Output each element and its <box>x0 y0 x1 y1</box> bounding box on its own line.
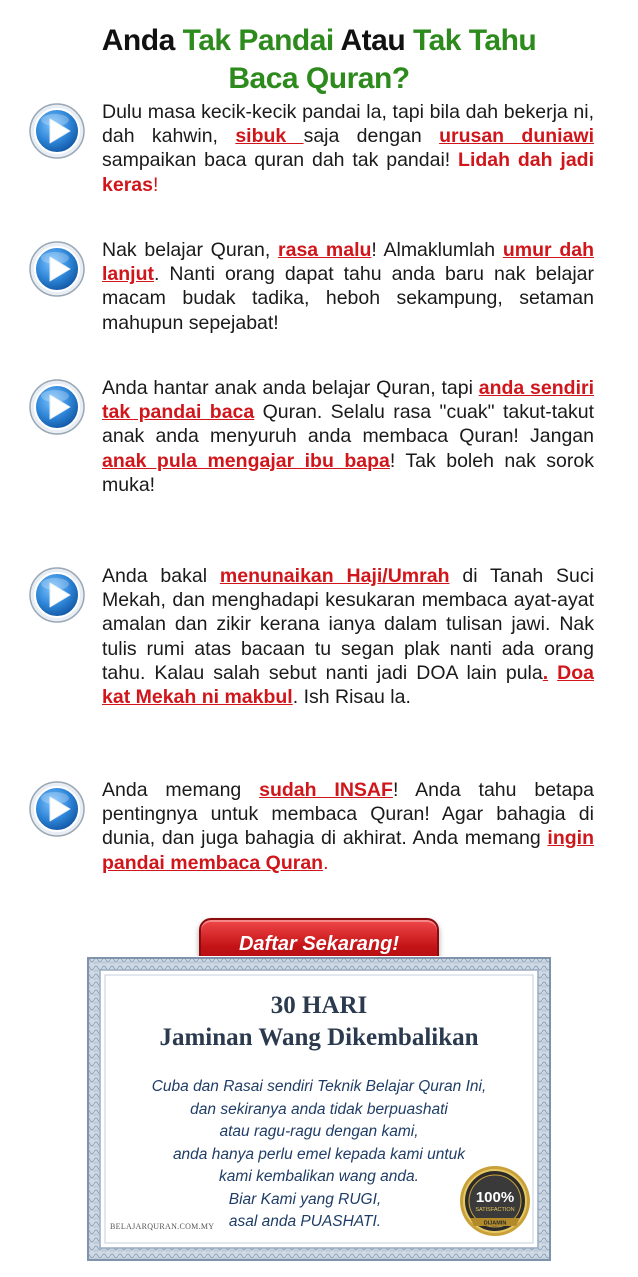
reason-text-segment: umur dah lanjut <box>102 239 594 286</box>
reason-text-segment: sibuk <box>235 125 304 148</box>
reason-text-segment: anda sendiri tak pandai baca <box>102 377 594 424</box>
reason-text-segment: Anda hantar anak anda belajar Quran, tapi <box>102 377 479 399</box>
page-headline <box>0 22 638 98</box>
guarantee-text-line: dan sekiranya anda tidak berpuashati <box>190 1100 448 1118</box>
seal-percent: 100% <box>475 1189 515 1206</box>
reason-text-segment: . Ish Risau la. <box>292 686 411 709</box>
reason-text-segment: urusan duniawi <box>439 125 594 148</box>
reason-text-segment: ! <box>152 173 159 196</box>
reason-text-segment: ! Anda tahu betapa pentingnya untuk membaca Quran! Agar bahagia di dunia, dan juga bahagia di akhirat. Anda memang <box>102 779 595 850</box>
reason-text-segment: Doa kat Mekah ni makbul <box>102 661 594 709</box>
reason-text-segment: di Tanah Suci Mekah, dan menghadapi kesukaran membaca ayat-ayat amalan dan zikir kerana ianya dalam tulisan jawi. Nak tulis rumi atas bacaan tu segan plak nanti ada orang tahu. Kalau salah sebut nanti jadi DOA lain pula <box>102 565 594 684</box>
reason-text-segment: sudah INSAF <box>259 779 393 801</box>
reason-text <box>102 376 594 497</box>
play-arrow-icon <box>28 780 86 838</box>
headline-segment: Atau <box>340 24 413 57</box>
reason-text-segment: . Nanti orang dapat tahu anda baru nak belajar macam budak tadika, heboh sekampung, setaman mahupun sepejabat! <box>102 263 594 334</box>
headline-line-1 <box>0 22 638 60</box>
headline-segment: Tak Tahu <box>412 24 537 57</box>
satisfaction-seal-icon <box>458 1164 532 1238</box>
guarantee-text-line: Cuba dan Rasai sendiri Teknik Belajar Quran Ini, <box>151 1078 487 1095</box>
reason-text-segment: Lidah dah jadi keras <box>102 149 594 196</box>
reason-text <box>102 238 594 335</box>
guarantee-text-line: atau ragu-ragu dengan kami, <box>219 1123 419 1140</box>
guarantee-text-line: Biar Kami yang RUGI, <box>228 1190 382 1208</box>
reason-text-segment: menunaikan Haji/Umrah <box>219 565 450 587</box>
seal-label: SATISFACTION <box>475 1207 515 1213</box>
reason-text-segment <box>548 662 557 684</box>
reason-text-segment: sampaikan baca quran dah tak pandai! <box>102 149 459 172</box>
play-arrow-icon <box>28 566 86 624</box>
guarantee-text-line: anda hanya perlu emel kepada kami untuk <box>172 1145 466 1163</box>
reason-text <box>102 564 594 709</box>
seal-ribbon: DIJAMIN <box>483 1220 507 1227</box>
brand-text: BELAJARQURAN.COM.MY <box>110 1222 215 1231</box>
reason-text-segment: Quran. Selalu rasa "cuak" takut-takut anak anda menyuruh anda membaca Quran! Jangan <box>102 401 595 448</box>
reason-text-segment: Nak belajar Quran, <box>102 239 279 261</box>
reason-text-segment: Dulu masa kecik-kecik pandai la, tapi bila dah bekerja ni, dah kahwin, <box>102 101 594 148</box>
play-arrow-icon <box>28 240 86 298</box>
reason-text-segment: Anda bakal <box>102 565 220 587</box>
register-now-button[interactable]: Daftar Sekarang! <box>199 918 439 970</box>
reason-text-segment: saja dengan <box>303 125 440 148</box>
guarantee-text-line: kami kembalikan wang anda. <box>219 1168 419 1185</box>
reason-text-segment: . <box>323 851 329 874</box>
reason-text-segment: rasa malu <box>278 239 372 261</box>
guarantee-title: 30 HARI <box>270 992 368 1019</box>
headline-segment: Anda <box>101 24 183 57</box>
reason-text-segment: Anda memang <box>102 779 260 801</box>
headline-line-2: Baca Quran? <box>228 62 410 95</box>
reason-text-segment: ingin pandai membaca Quran <box>102 827 594 874</box>
reason-text-segment: ! Almaklumlah <box>371 239 503 261</box>
headline-segment: Tak Pandai <box>182 24 341 57</box>
play-arrow-icon <box>28 102 86 160</box>
guarantee-text-line: asal anda PUASHATI. <box>228 1213 382 1230</box>
reason-text <box>102 778 594 875</box>
reason-text-segment: ! Tak boleh nak sorok muka! <box>102 449 594 496</box>
guarantee-subtitle: Jaminan Wang Dikembalikan <box>159 1024 479 1051</box>
reason-text-segment: . <box>542 661 549 684</box>
guarantee-certificate <box>86 956 552 1262</box>
play-arrow-icon <box>28 378 86 436</box>
reason-text <box>102 100 594 197</box>
reason-text-segment: anak pula mengajar ibu bapa <box>102 449 390 472</box>
